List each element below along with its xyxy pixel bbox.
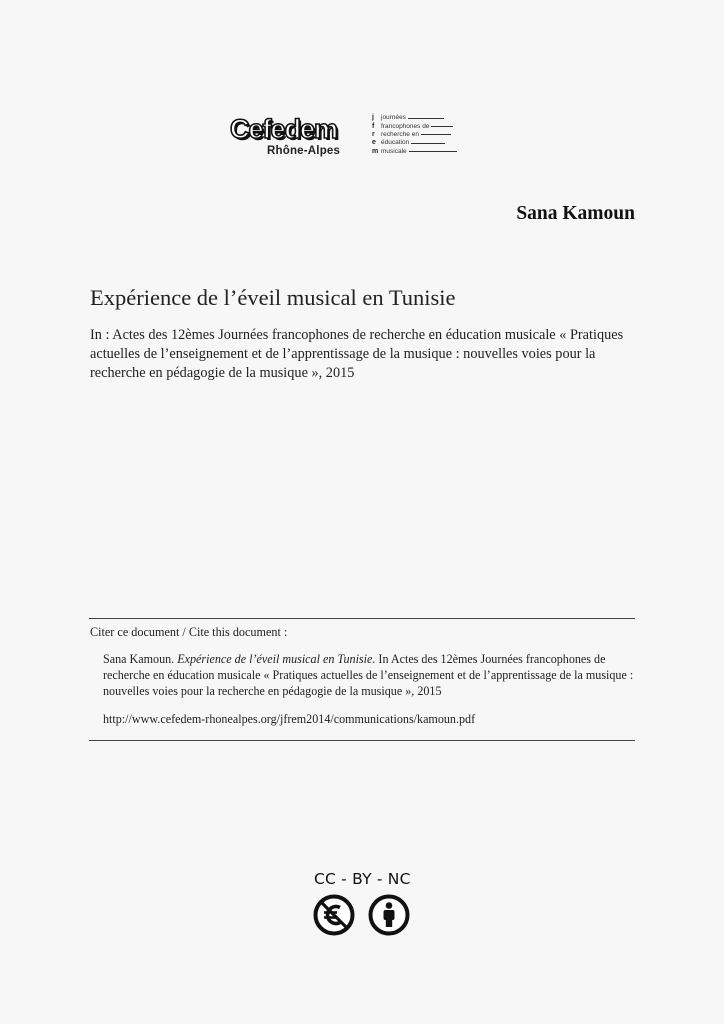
logo-acronym-rule: [421, 134, 451, 135]
logo-acronym-letter: f: [372, 122, 375, 130]
document-title: Expérience de l’éveil musical en Tunisie: [90, 285, 456, 310]
logo-acronym-list: [372, 114, 457, 156]
logo-acronym-row: [372, 131, 457, 139]
author-name: Sana Kamoun: [516, 203, 635, 224]
logo-acronym-word: journées: [381, 114, 406, 122]
license-label: CC - BY - NC: [314, 870, 411, 888]
logo-acronym-row: [372, 139, 457, 147]
logo-acronym-word: musicale: [381, 147, 407, 155]
logo-acronym-word: éducation: [381, 139, 410, 147]
citation-top-divider: [89, 618, 635, 619]
citation-url-link[interactable]: http://www.cefedem-rhonealpes.org/jfrem2014/communications/kamoun.pdf: [103, 712, 476, 726]
logo-acronym-letter: m: [372, 147, 379, 155]
logo-wordmark: Cefedem: [230, 114, 338, 144]
citation-bottom-divider: [89, 740, 635, 741]
logo-acronym-row: [372, 114, 457, 122]
citation-text: [103, 651, 638, 700]
cefedem-logo: [230, 110, 470, 165]
citation-title: Expérience de l’éveil musical en Tunisie.: [177, 652, 376, 666]
logo-acronym-letter: e: [372, 139, 376, 147]
logo-acronym-row: [372, 122, 457, 130]
attribution-person-icon: [368, 894, 410, 936]
logo-acronym-word: francophones de: [381, 122, 430, 130]
publication-info: In : Actes des 12èmes Journées francophones de recherche en éducation musicale « Pratiques actuelles de l’enseignement et de l’apprentissage de la musique : nouvelles voies pour la recherche en pédagogie de la musique », 2015: [90, 327, 624, 381]
citation-source: In Actes des 12èmes Journées francophones de recherche en éducation musicale « Pratiques actuelles de l’enseignement et de l’apprentissage de la musique : nouvelles voies pour la recherche en pédagogie de la musique », 2015: [103, 652, 634, 699]
citation-heading: Citer ce document / Cite this document :: [90, 625, 288, 639]
logo-region: Rhône-Alpes: [267, 145, 341, 157]
logo-acronym-rule: [408, 118, 444, 119]
logo-acronym-letter: j: [372, 114, 374, 122]
logo-acronym-letter: r: [372, 130, 375, 138]
logo-acronym-rule: [411, 143, 445, 144]
logo-acronym-word: recherche en: [381, 130, 419, 138]
logo-acronym-row: [372, 148, 457, 156]
logo-acronym-rule: [409, 151, 457, 152]
logo-acronym-rule: [431, 126, 453, 127]
non-commercial-euro-icon: [313, 894, 355, 936]
citation-author: Sana Kamoun.: [103, 652, 175, 666]
